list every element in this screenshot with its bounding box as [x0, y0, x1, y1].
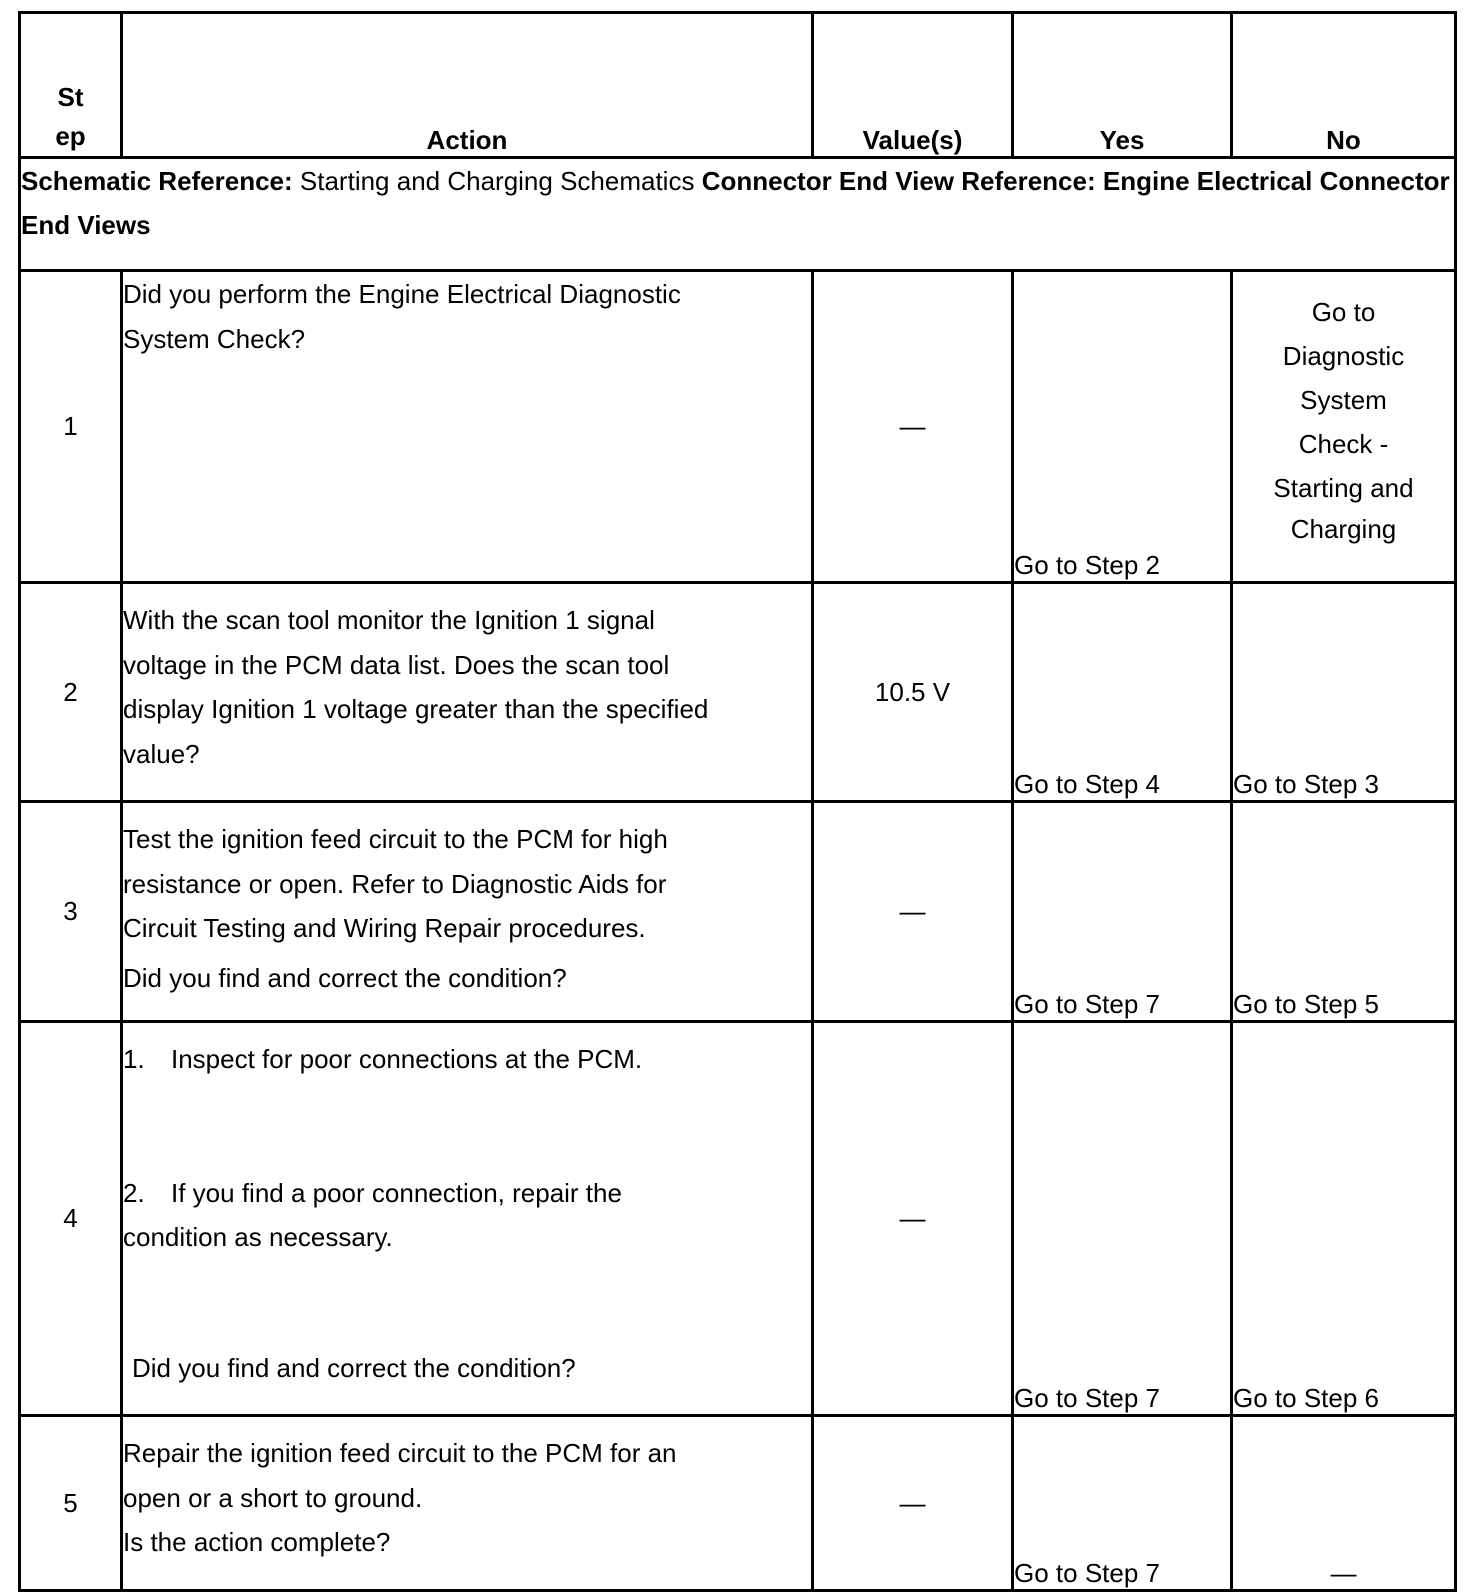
action-line: Is the action complete? [123, 1527, 391, 1557]
value-cell: 10.5 V [813, 583, 1013, 802]
step-number: 3 [20, 802, 122, 1022]
action-line: Repair the ignition feed circuit to the PCM for an [123, 1438, 677, 1468]
step-number: 4 [20, 1022, 122, 1416]
no-cell: — [1232, 1416, 1456, 1591]
header-step-line1: St [57, 82, 84, 112]
header-step-line2: ep [55, 121, 86, 151]
step-number: 2 [20, 583, 122, 802]
connector-reference-label: Connector End View Reference: Engine Electrical Connector End Views [21, 166, 1450, 240]
no-cell: Go to Step 6 [1232, 1022, 1456, 1416]
schematic-reference-label: Schematic Reference: [21, 166, 293, 196]
step-number: 5 [20, 1416, 122, 1591]
action-text [122, 1022, 813, 1416]
yes-cell: Go to Step 7 [1013, 1022, 1232, 1416]
no-line: Starting and [1273, 473, 1414, 503]
no-line: Go to [1311, 297, 1376, 327]
table-row [20, 1022, 1456, 1416]
no-line: System [1300, 385, 1387, 415]
yes-cell: Go to Step 7 [1013, 802, 1232, 1022]
table-row [20, 802, 1456, 1022]
table-row [20, 271, 1456, 583]
schematic-reference-text: Starting and Charging Schematics [292, 166, 702, 196]
header-values: Value(s) [813, 13, 1013, 158]
reference-cell [20, 158, 1456, 271]
yes-cell: Go to Step 7 [1013, 1416, 1232, 1591]
table-row [20, 1416, 1456, 1591]
list-number: 1. [123, 1044, 145, 1074]
list-text: If you find a poor connection, repair the condition as necessary. [123, 1177, 622, 1252]
header-yes: Yes [1013, 13, 1232, 158]
no-cell [1232, 271, 1456, 583]
no-line: Charging [1290, 514, 1397, 544]
header-no: No [1232, 13, 1456, 158]
no-cell: Go to Step 5 [1232, 802, 1456, 1022]
action-line: Circuit Testing and Wiring Repair procedures. [123, 913, 646, 943]
yes-cell: Go to Step 4 [1013, 583, 1232, 802]
no-line: Diagnostic [1282, 341, 1405, 371]
action-question: Did you find and correct the condition? [132, 1352, 576, 1383]
action-line: Test the ignition feed circuit to the PCM for high [123, 824, 668, 854]
list-number: 2. [123, 1177, 145, 1208]
value-cell: — [813, 1416, 1013, 1591]
action-text: With the scan tool monitor the Ignition 1 signal voltage in the PCM data list. Does the scan tool display Ignition 1 voltage greater than the specified value? [122, 583, 813, 802]
action-text [122, 802, 813, 1022]
header-row [20, 13, 1456, 158]
reference-row [20, 158, 1456, 271]
header-action: Action [122, 13, 813, 158]
action-line: resistance or open. Refer to Diagnostic Aids for [123, 868, 667, 899]
yes-cell: Go to Step 2 [1013, 271, 1232, 583]
action-line: Did you find and correct the condition? [123, 962, 567, 993]
list-text: Inspect for poor connections at the PCM. [171, 1044, 643, 1074]
value-cell: — [813, 271, 1013, 583]
list-item [123, 1037, 811, 1082]
header-step [20, 13, 122, 158]
diagnostic-table [18, 11, 1457, 1592]
no-line: Check - [1298, 429, 1389, 459]
action-line: open or a short to ground. [123, 1482, 423, 1513]
action-text: Did you perform the Engine Electrical Diagnostic System Check? [122, 271, 813, 583]
value-cell: — [813, 1022, 1013, 1416]
table-row [20, 583, 1456, 802]
list-item [123, 1171, 811, 1260]
no-cell: Go to Step 3 [1232, 583, 1456, 802]
action-text [122, 1416, 813, 1591]
step-number: 1 [20, 271, 122, 583]
value-cell: — [813, 802, 1013, 1022]
